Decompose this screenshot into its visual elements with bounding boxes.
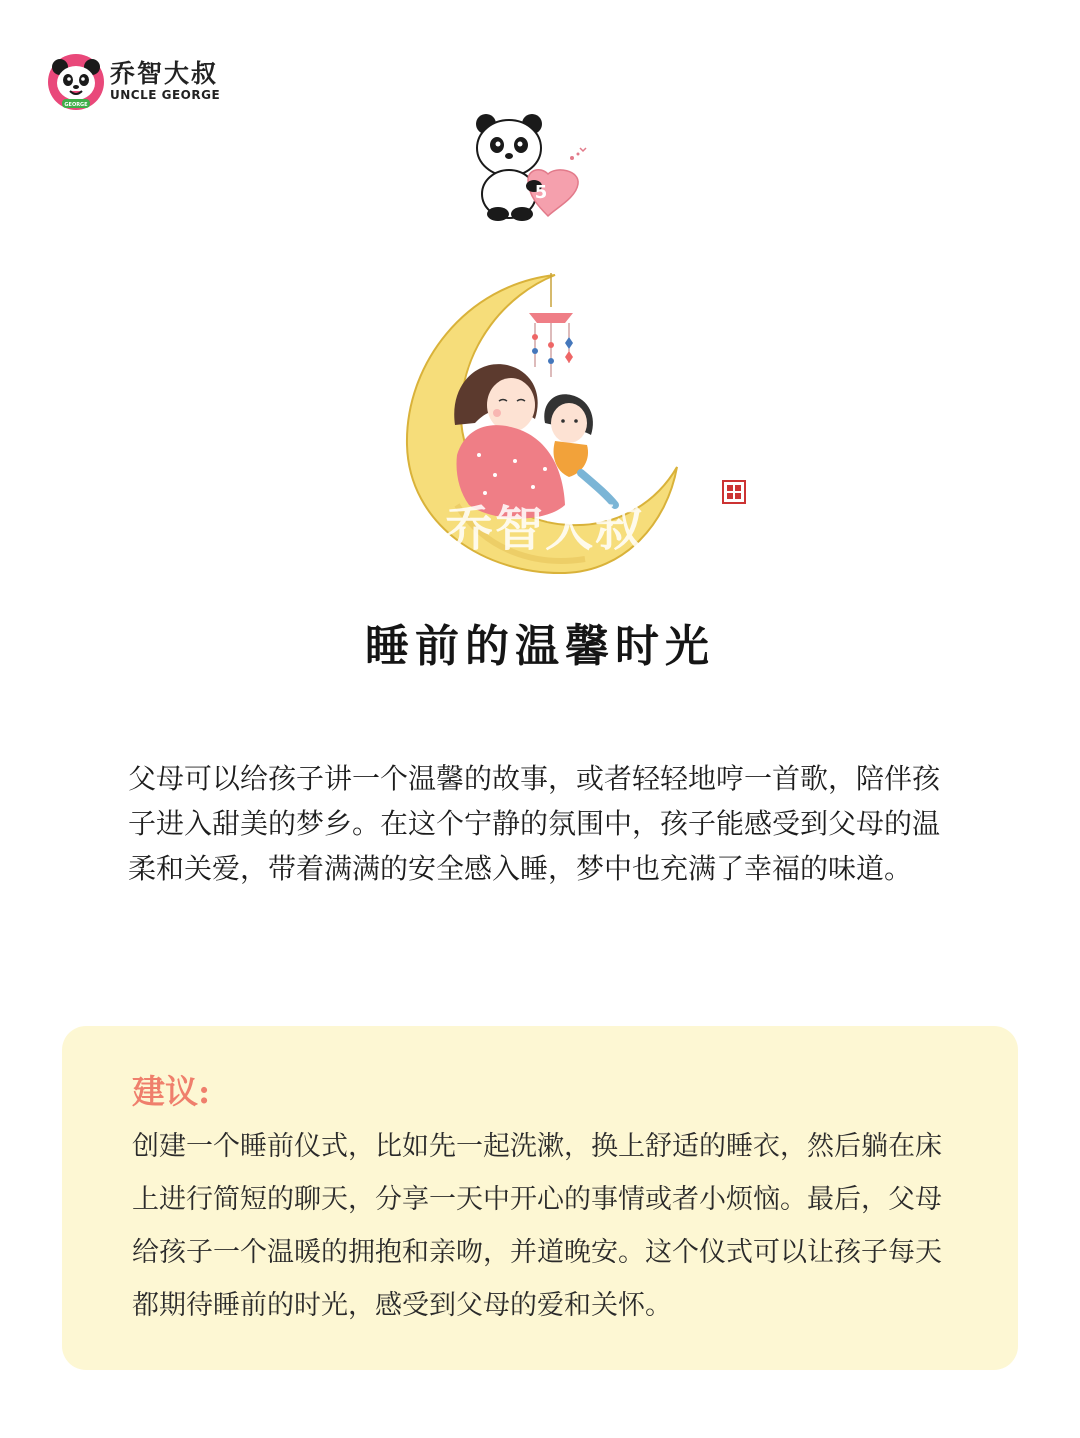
brand-logo	[46, 52, 246, 112]
brand-name-en: UNCLE GEORGE	[110, 88, 221, 102]
brand-name-zh: 乔智大叔	[110, 59, 219, 88]
page-title: 睡前的温馨时光	[365, 621, 715, 672]
illustration-watermark: 乔智大叔	[444, 501, 645, 557]
suggestion-card	[62, 1026, 1018, 1370]
heart-number: 5	[534, 182, 548, 203]
suggestion-title: 建议:	[132, 1072, 211, 1111]
artist-seal-icon	[722, 480, 746, 504]
logo-badge-text: GEORGE	[64, 102, 88, 108]
panda-heart-sticker	[468, 112, 598, 227]
suggestion-body: 创建一个睡前仪式，比如先一起洗漱，换上舒适的睡衣，然后躺在床上进行简短的聊天，分享一天中开心的事情或者小烦恼。最后，父母给孩子一个温暖的拥抱和亲吻，并道晚安。这个仪式可以让孩子每天都期待睡前的时光，感受到父母的爱和关怀。	[132, 1131, 942, 1321]
intro-paragraph: 父母可以给孩子讲一个温馨的故事，或者轻轻地哼一首歌，陪伴孩子进入甜美的梦乡。在这个宁静的氛围中，孩子能感受到父母的温柔和关爱，带着满满的安全感入睡，梦中也充满了幸福的味道。	[128, 762, 941, 885]
panda-logo-icon	[46, 52, 106, 112]
